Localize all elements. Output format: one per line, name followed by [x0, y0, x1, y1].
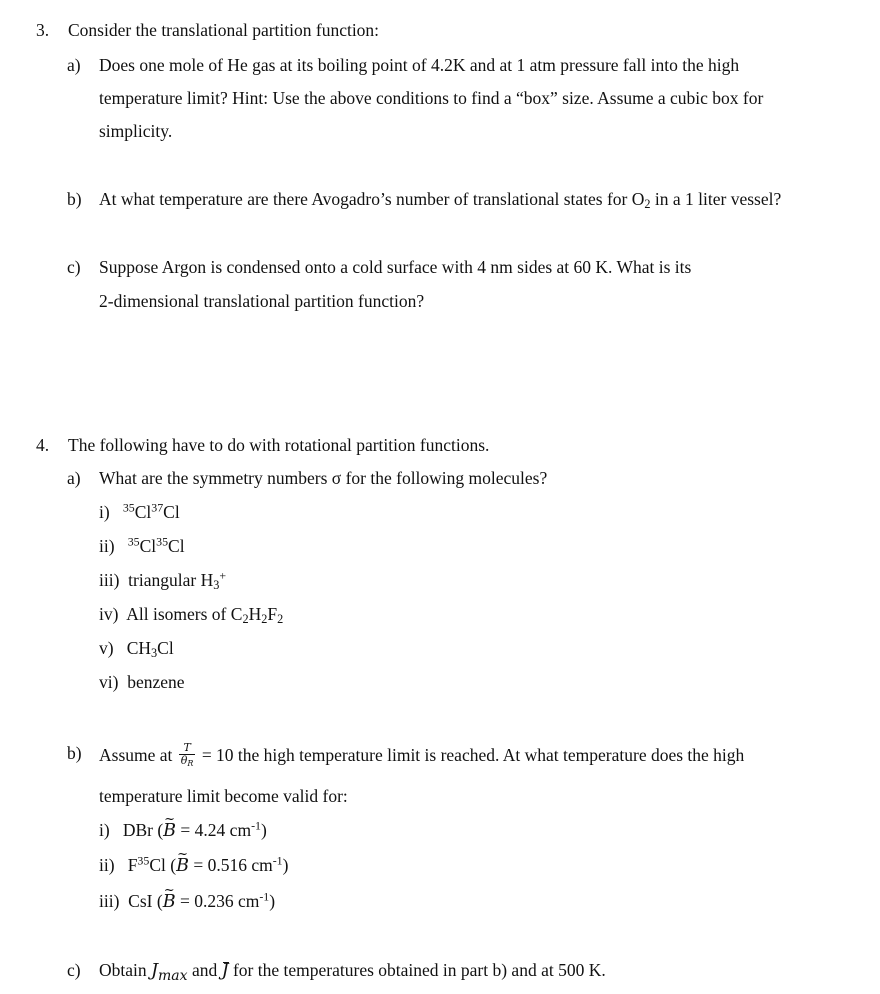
- subscript: 3: [213, 578, 220, 593]
- element-symbol: Cl: [134, 502, 152, 522]
- element-symbol: Cl: [157, 638, 174, 658]
- j-max-symbol: [151, 961, 188, 985]
- item-text: All isomers of C: [126, 604, 243, 624]
- rotational-constant-value: 0.236: [194, 891, 234, 911]
- q4-part-c-label: c): [67, 960, 81, 980]
- item-label: ii): [99, 855, 115, 875]
- q3-part-b-subscript: 2: [644, 197, 651, 212]
- q3-part-c-line-1: Suppose Argon is condensed onto a cold surface with 4 nm sides at 60 K. What is its: [99, 257, 692, 277]
- isotope-mass: 35: [122, 500, 135, 515]
- q3-part-a-line-3: simplicity.: [99, 121, 173, 141]
- q4-c-pre: Obtain: [99, 960, 147, 980]
- isotope-mass: 35: [137, 853, 150, 868]
- element-symbol: F: [267, 604, 278, 624]
- question-4-title: The following have to do with rotational partition functions.: [68, 435, 490, 455]
- q4-a-item-ii: [99, 536, 185, 556]
- q4-b-item-i: i) DBr (~ B = 4.24 $cm^{-1}$): [99, 820, 267, 841]
- q3-part-b-text: [99, 189, 782, 212]
- question-3-number: 3.: [36, 20, 50, 40]
- q4-part-a-label: a): [67, 468, 81, 488]
- subscript: 3: [151, 646, 158, 661]
- q4-part-c-text: [99, 960, 606, 985]
- item-text: benzene: [127, 672, 185, 692]
- item-label: v): [99, 638, 114, 658]
- isotope-mass: 37: [151, 500, 164, 515]
- q4-a-item-vi: [99, 672, 185, 692]
- unit-exponent: -1: [272, 853, 283, 868]
- element-symbol: Cl: [149, 855, 166, 875]
- item-label: iv): [99, 604, 119, 624]
- unit-exponent: -1: [251, 818, 261, 833]
- fraction-numerator: T: [179, 742, 196, 755]
- item-label: i): [99, 820, 110, 840]
- unit-exponent: -1: [259, 889, 270, 904]
- q4-c-post: for the temperatures obtained in part b) and at 500 K.: [232, 960, 606, 980]
- unit: cm: [229, 820, 252, 840]
- item-label: iii): [99, 891, 120, 911]
- q4-part-b-line-2: temperature limit become valid for:: [99, 786, 348, 806]
- q3-part-a-label: a): [67, 55, 81, 75]
- q4-a-item-i: [99, 502, 180, 522]
- q3-part-b-pre: At what temperature are there Avogadro’s number of translational states for O: [99, 189, 645, 209]
- item-label: vi): [99, 672, 119, 692]
- q4-a-item-v: [99, 638, 174, 661]
- molecule: CsI: [128, 891, 153, 911]
- q3-part-b-post: in a 1 liter vessel?: [650, 189, 782, 209]
- item-text: CH: [126, 638, 152, 658]
- q4-part-b-line-1: [99, 743, 744, 771]
- rotational-constant-value: 4.24: [194, 820, 226, 840]
- q4-part-a-text: What are the symmetry numbers σ for the following molecules?: [99, 468, 548, 488]
- question-4-number: 4.: [36, 435, 50, 455]
- q3-part-c-line-2: 2-dimensional translational partition function?: [99, 291, 425, 311]
- item-text: triangular H: [128, 570, 214, 590]
- q4-b-item-ii: ii) $F^{35}Cl$ (~ B = 0.516 $cm^{-1}$): [99, 855, 288, 876]
- item-label: ii): [99, 536, 115, 556]
- isotope-mass: 35: [156, 534, 169, 549]
- q4-c-and: and: [191, 960, 218, 980]
- b-tilde-symbol: ~ B: [163, 821, 176, 841]
- subscript: 2: [242, 612, 249, 627]
- fraction-denominator: [179, 755, 196, 770]
- j-bar-symbol: J: [221, 961, 229, 981]
- question-3-title: Consider the translational partition function:: [68, 20, 380, 40]
- q3-part-c-label: c): [67, 257, 81, 277]
- q4-part-b-label: b): [67, 743, 82, 763]
- charge: +: [219, 568, 227, 583]
- q4-a-item-iii: [99, 568, 227, 593]
- isotope-mass: 35: [127, 534, 140, 549]
- b-tilde-symbol: ~ B: [163, 892, 176, 912]
- unit: cm: [251, 855, 273, 875]
- q3-part-a-line-1: Does one mole of He gas at its boiling point of 4.2K and at 1 atm pressure fall into the high: [99, 55, 740, 75]
- q4-b-post: = 10 the high temperature limit is reached. At what temperature does the high: [201, 745, 745, 766]
- item-label: iii): [99, 570, 120, 590]
- element-symbol: F: [127, 855, 138, 875]
- q4-a-item-iv: [99, 604, 284, 627]
- q3-part-a-line-2: temperature limit? Hint: Use the above conditions to find a “box” size. Assume a cubic box for: [99, 88, 764, 108]
- rotational-constant-value: 0.516: [207, 855, 247, 875]
- j-symbol: J: [151, 961, 159, 981]
- subscript: 2: [261, 612, 268, 627]
- b-tilde-symbol: ~ B: [176, 856, 189, 876]
- element-symbol: H: [248, 604, 262, 624]
- theta-symbol: θ: [180, 754, 188, 767]
- element-symbol: Cl: [139, 536, 157, 556]
- q4-b-item-iii: iii) CsI (~ B = 0.236 $cm^{-1}$): [99, 891, 275, 912]
- subscript: 2: [277, 612, 284, 627]
- element-symbol: Cl: [163, 502, 180, 522]
- fraction-t-over-theta-r: [179, 742, 196, 770]
- item-label: i): [99, 502, 110, 522]
- j-max-subscript: max: [158, 968, 188, 985]
- molecule: DBr: [122, 820, 153, 840]
- q3-part-b-label: b): [67, 189, 82, 209]
- theta-subscript: R: [187, 759, 194, 768]
- q4-b-pre: Assume at: [99, 745, 173, 766]
- element-symbol: Cl: [168, 536, 185, 556]
- unit: cm: [237, 891, 260, 911]
